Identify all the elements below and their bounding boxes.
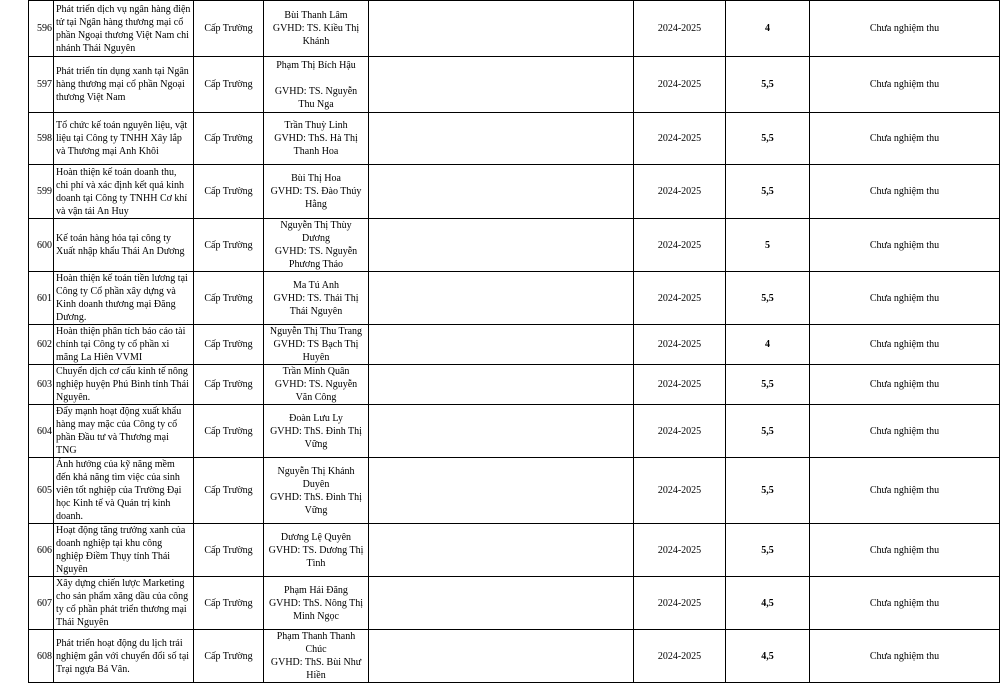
student-advisor-cell: Dương Lệ Quyên GVHD: TS. Dương Thị Tình <box>264 524 369 577</box>
table-row <box>29 1 1000 57</box>
school-year-cell: 2024-2025 <box>634 577 726 630</box>
table-row <box>29 405 1000 458</box>
school-year-cell: 2024-2025 <box>634 458 726 524</box>
empty-cell <box>369 524 634 577</box>
school-year-cell: 2024-2025 <box>634 365 726 405</box>
school-year-cell: 2024-2025 <box>634 272 726 325</box>
level-cell: Cấp Trường <box>194 57 264 113</box>
table-row <box>29 113 1000 165</box>
empty-cell <box>369 577 634 630</box>
status-cell: Chưa nghiệm thu <box>810 577 1000 630</box>
table-row <box>29 57 1000 113</box>
score-cell: 5,5 <box>726 57 810 113</box>
topic-title: Tổ chức kế toán nguyên liệu, vật liệu tại Công ty TNHH Xây lắp và Thương mại Anh Khôi <box>54 113 194 165</box>
student-advisor-cell: Bùi Thanh Lâm GVHD: TS. Kiều Thị Khánh <box>264 1 369 57</box>
student-advisor-cell: Trần Thuỳ Linh GVHD: ThS. Hà Thị Thanh Hoa <box>264 113 369 165</box>
table-row <box>29 325 1000 365</box>
score-cell: 5,5 <box>726 458 810 524</box>
topic-title: Hoàn thiện kế toán tiền lương tại Công ty Cổ phần xây dựng và Kinh doanh thương mại Đăng Dương. <box>54 272 194 325</box>
table-row <box>29 524 1000 577</box>
table-row <box>29 219 1000 272</box>
status-cell: Chưa nghiệm thu <box>810 524 1000 577</box>
topic-title: Hoạt động tăng trưởng xanh của doanh nghiệp tại khu công nghiệp Điềm Thụy tỉnh Thái Nguyên <box>54 524 194 577</box>
student-advisor-cell: Bùi Thị Hoa GVHD: TS. Đào Thúy Hằng <box>264 165 369 219</box>
student-advisor-cell: Phạm Thanh Thanh Chúc GVHD: ThS. Bùi Như Hiền <box>264 630 369 683</box>
row-number: 597 <box>29 57 54 113</box>
topic-title: Hoàn thiện kế toán doanh thu, chi phí và xác định kết quả kinh doanh tại Công ty TNHH Cơ khí và vận tải An Huy <box>54 165 194 219</box>
table-row <box>29 165 1000 219</box>
table-row <box>29 365 1000 405</box>
topic-title: Phát triển dịch vụ ngân hàng điện tử tại Ngân hàng thương mại cổ phần Ngoại thương Việt Nam chi nhánh Thái Nguyên <box>54 1 194 57</box>
table-row <box>29 272 1000 325</box>
row-number: 602 <box>29 325 54 365</box>
school-year-cell: 2024-2025 <box>634 219 726 272</box>
topic-title: Phát triển hoạt động du lịch trải nghiệm gắn với chuyển đổi số tại Trại ngựa Bá Vân. <box>54 630 194 683</box>
status-cell: Chưa nghiệm thu <box>810 272 1000 325</box>
status-cell: Chưa nghiệm thu <box>810 630 1000 683</box>
status-cell: Chưa nghiệm thu <box>810 405 1000 458</box>
row-number: 607 <box>29 577 54 630</box>
empty-cell <box>369 325 634 365</box>
empty-cell <box>369 405 634 458</box>
level-cell: Cấp Trường <box>194 272 264 325</box>
table-row <box>29 630 1000 683</box>
empty-cell <box>369 113 634 165</box>
student-advisor-cell: Phạm Thị Bích Hậu GVHD: TS. Nguyễn Thu Nga <box>264 57 369 113</box>
student-advisor-cell: Ma Tú Anh GVHD: TS. Thái Thị Thái Nguyên <box>264 272 369 325</box>
level-cell: Cấp Trường <box>194 577 264 630</box>
topic-title: Hoàn thiện phân tích báo cáo tài chính tại Công ty cổ phần xi măng La Hiên VVMI <box>54 325 194 365</box>
table-row <box>29 577 1000 630</box>
row-number: 605 <box>29 458 54 524</box>
level-cell: Cấp Trường <box>194 113 264 165</box>
row-number: 599 <box>29 165 54 219</box>
score-cell: 4,5 <box>726 577 810 630</box>
row-number: 603 <box>29 365 54 405</box>
status-cell: Chưa nghiệm thu <box>810 325 1000 365</box>
research-topics-table <box>28 0 1000 683</box>
score-cell: 5,5 <box>726 365 810 405</box>
score-cell: 4,5 <box>726 630 810 683</box>
school-year-cell: 2024-2025 <box>634 630 726 683</box>
school-year-cell: 2024-2025 <box>634 325 726 365</box>
status-cell: Chưa nghiệm thu <box>810 458 1000 524</box>
status-cell: Chưa nghiệm thu <box>810 1 1000 57</box>
row-number: 606 <box>29 524 54 577</box>
student-advisor-cell: Trần Minh Quân GVHD: TS. Nguyễn Văn Công <box>264 365 369 405</box>
score-cell: 5,5 <box>726 524 810 577</box>
table-body <box>29 1 1000 683</box>
school-year-cell: 2024-2025 <box>634 57 726 113</box>
topic-title: Ảnh hưởng của kỹ năng mềm đến khả năng tìm việc của sinh viên tốt nghiệp của Trường Đại học Kinh tế và Quản trị kinh doanh. <box>54 458 194 524</box>
score-cell: 4 <box>726 325 810 365</box>
topic-title: Xây dựng chiến lược Marketing cho sản phẩm xăng dầu của công ty cổ phần phát triển thương mại Thái Nguyên <box>54 577 194 630</box>
level-cell: Cấp Trường <box>194 365 264 405</box>
score-cell: 4 <box>726 1 810 57</box>
student-advisor-cell: Đoàn Lưu Ly GVHD: ThS. Đinh Thị Vững <box>264 405 369 458</box>
school-year-cell: 2024-2025 <box>634 113 726 165</box>
score-cell: 5,5 <box>726 405 810 458</box>
row-number: 596 <box>29 1 54 57</box>
empty-cell <box>369 365 634 405</box>
empty-cell <box>369 630 634 683</box>
level-cell: Cấp Trường <box>194 325 264 365</box>
level-cell: Cấp Trường <box>194 219 264 272</box>
empty-cell <box>369 57 634 113</box>
school-year-cell: 2024-2025 <box>634 405 726 458</box>
level-cell: Cấp Trường <box>194 165 264 219</box>
level-cell: Cấp Trường <box>194 405 264 458</box>
level-cell: Cấp Trường <box>194 1 264 57</box>
level-cell: Cấp Trường <box>194 524 264 577</box>
row-number: 601 <box>29 272 54 325</box>
status-cell: Chưa nghiệm thu <box>810 113 1000 165</box>
empty-cell <box>369 458 634 524</box>
empty-cell <box>369 219 634 272</box>
empty-cell <box>369 272 634 325</box>
row-number: 604 <box>29 405 54 458</box>
status-cell: Chưa nghiệm thu <box>810 165 1000 219</box>
score-cell: 5,5 <box>726 272 810 325</box>
student-advisor-cell: Nguyễn Thị Khánh Duyên GVHD: ThS. Đinh Thị Vững <box>264 458 369 524</box>
row-number: 600 <box>29 219 54 272</box>
student-advisor-cell: Nguyễn Thị Thùy Dương GVHD: TS. Nguyễn Phương Thảo <box>264 219 369 272</box>
student-advisor-cell: Phạm Hải Đăng GVHD: ThS. Nông Thị Minh Ngọc <box>264 577 369 630</box>
student-advisor-cell: Nguyễn Thị Thu Trang GVHD: TS Bạch Thị Huyên <box>264 325 369 365</box>
table-row <box>29 458 1000 524</box>
topic-title: Chuyển dịch cơ cấu kinh tế nông nghiệp huyện Phú Bình tỉnh Thái Nguyên. <box>54 365 194 405</box>
status-cell: Chưa nghiệm thu <box>810 219 1000 272</box>
empty-cell <box>369 1 634 57</box>
school-year-cell: 2024-2025 <box>634 1 726 57</box>
level-cell: Cấp Trường <box>194 630 264 683</box>
topic-title: Phát triển tín dụng xanh tại Ngân hàng thương mại cổ phần Ngoại thương Việt Nam <box>54 57 194 113</box>
status-cell: Chưa nghiệm thu <box>810 57 1000 113</box>
level-cell: Cấp Trường <box>194 458 264 524</box>
status-cell: Chưa nghiệm thu <box>810 365 1000 405</box>
empty-cell <box>369 165 634 219</box>
score-cell: 5 <box>726 219 810 272</box>
score-cell: 5,5 <box>726 113 810 165</box>
topic-title: Đẩy mạnh hoạt động xuất khẩu hàng may mặc của Công ty cổ phần Đầu tư và Thương mại TNG <box>54 405 194 458</box>
topic-title: Kế toán hàng hóa tại công ty Xuất nhập khẩu Thái An Dương <box>54 219 194 272</box>
school-year-cell: 2024-2025 <box>634 524 726 577</box>
score-cell: 5,5 <box>726 165 810 219</box>
row-number: 608 <box>29 630 54 683</box>
row-number: 598 <box>29 113 54 165</box>
school-year-cell: 2024-2025 <box>634 165 726 219</box>
